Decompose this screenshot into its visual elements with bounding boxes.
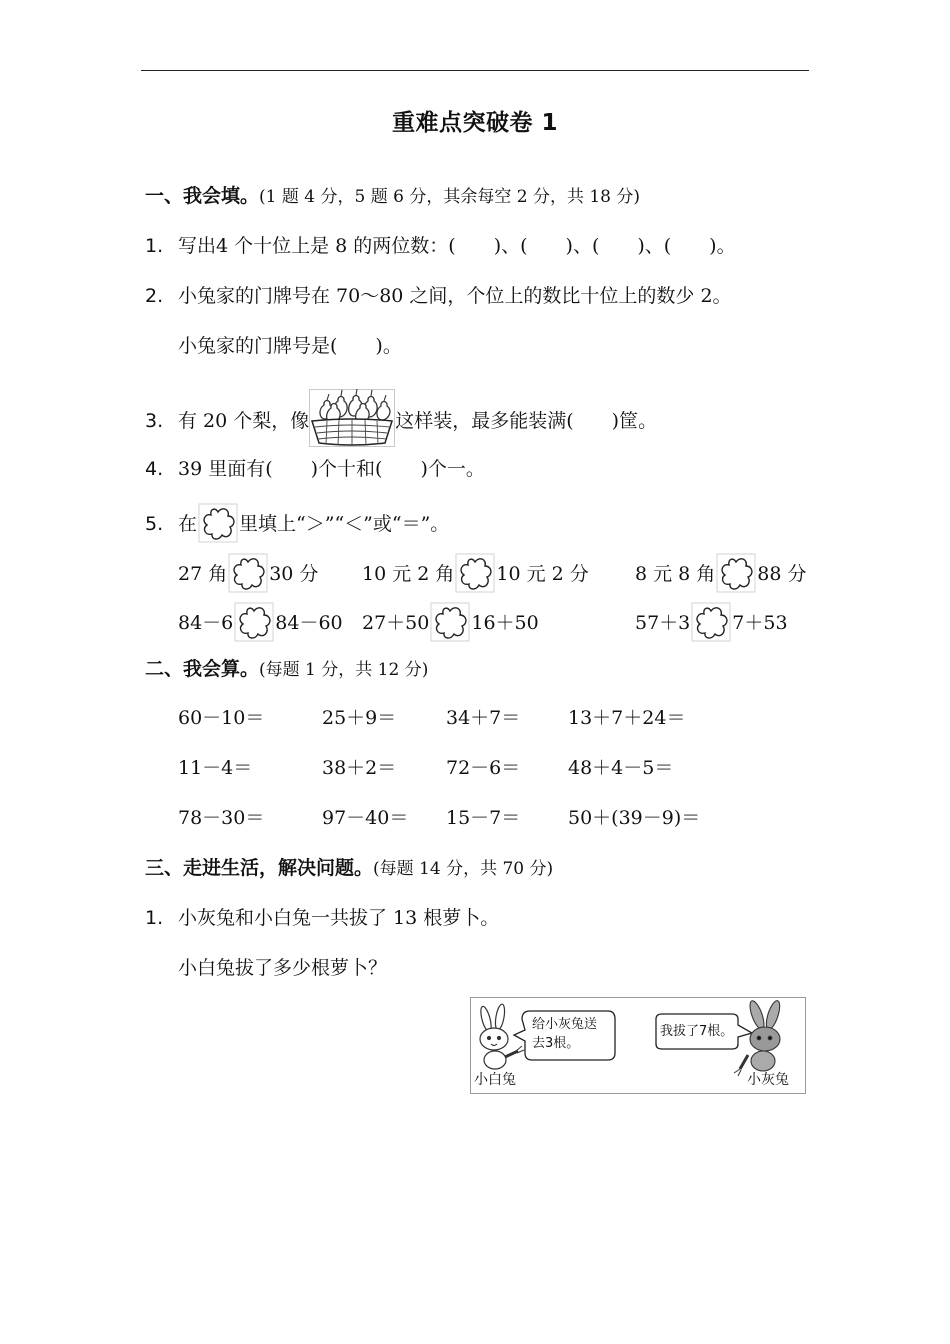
compare-right: 30 分 [269,563,319,585]
section3-heading: 三、走进生活，解决问题。 [145,857,374,879]
compare-left: 8 元 8 角 [635,563,716,585]
q3-1-text-1: 小灰兔和小白兔一共拔了 13 根萝卜。 [178,907,500,929]
section2-header [145,655,428,684]
flower-blank-icon[interactable] [430,602,470,642]
page-title: 重难点突破卷 1 [391,110,558,136]
section1-heading: 一、我会填。 [145,185,260,207]
compare-row1-item3 [635,555,807,595]
white-rabbit-speech-line1: 给小灰兔送 [532,1017,598,1032]
q1-5-number: 5. [145,513,164,535]
q1-3-text-before: 有 20 个梨，像 [178,410,310,432]
q1-5-text-before: 在 [178,513,198,535]
flower-blank-icon [198,503,238,543]
calc-item: 34＋7＝ [446,707,521,729]
white-rabbit-speech [532,1015,597,1053]
q3-1-number: 1. [145,907,164,929]
compare-right: 16＋50 [471,612,539,634]
q1-3 [145,393,657,451]
q1-5 [145,505,449,545]
pear-basket-image [309,389,395,447]
compare-row1-item2 [362,555,589,595]
compare-left: 57＋3 [635,612,691,634]
calc-item: 78－30＝ [178,807,265,829]
q1-1-number: 1. [145,235,164,257]
section1-score: (1 题 4 分，5 题 6 分，其余每空 2 分，共 18 分) [259,187,641,207]
q1-3-text-after: 这样装，最多能装满( )筐。 [395,410,658,432]
compare-right: 10 元 2 分 [496,563,589,585]
q1-3-number: 3. [145,410,164,432]
compare-left: 10 元 2 角 [362,563,455,585]
q1-4-text: 39 里面有( )个十和( )个一。 [178,458,485,480]
calc-item: 50＋(39－9)＝ [568,807,701,829]
gray-rabbit-label: 小灰兔 [747,1072,789,1088]
compare-left: 27＋50 [362,612,430,634]
compare-right: 7＋53 [732,612,788,634]
section2-heading: 二、我会算。 [145,658,260,680]
q1-4-number: 4. [145,458,164,480]
calc-item: 11－4＝ [178,757,253,779]
compare-row2-item1 [178,604,343,644]
flower-blank-icon[interactable] [234,602,274,642]
calc-item: 25＋9＝ [322,707,397,729]
compare-left: 84－6 [178,612,234,634]
q1-2-number: 2. [145,285,164,307]
calc-item: 15－7＝ [446,807,521,829]
rabbits-illustration [470,997,806,1094]
flower-blank-icon[interactable] [716,553,756,593]
compare-right: 88 分 [757,563,807,585]
flower-blank-icon[interactable] [455,553,495,593]
q1-2-line1 [145,282,732,310]
q1-2-text-1: 小兔家的门牌号在 70～80 之间，个位上的数比十位上的数少 2。 [178,285,732,307]
calc-item: 13＋7＋24＝ [568,707,686,729]
flower-blank-icon[interactable] [691,602,731,642]
q3-1-line2: 小白兔拔了多少根萝卜？ [178,957,388,979]
compare-row2-item2 [362,604,539,644]
calc-item: 97－40＝ [322,807,409,829]
calc-item: 72－6＝ [446,757,521,779]
q1-5-text-after: 里填上“＞”“＜”或“＝”。 [239,513,450,535]
calc-item: 48＋4－5＝ [568,757,674,779]
compare-row2-item3 [635,604,788,644]
compare-row1-item1 [178,555,318,595]
q1-1-text: 写出4 个十位上是 8 的两位数：( )、( )、( )、( )。 [178,235,736,257]
section1-header [145,182,640,211]
compare-left: 27 角 [178,563,228,585]
gray-rabbit-speech: 我拔了7根。 [660,1024,734,1039]
q1-4 [145,455,485,483]
white-rabbit-label: 小白兔 [474,1072,516,1088]
calc-item: 38＋2＝ [322,757,397,779]
section3-header [145,854,553,883]
section3-score: (每题 14 分，共 70 分) [373,859,554,879]
white-rabbit-speech-line2: 去3根。 [532,1036,580,1051]
compare-right: 84－60 [275,612,343,634]
q1-1 [145,232,736,260]
flower-blank-icon[interactable] [228,553,268,593]
section2-score: (每题 1 分，共 12 分) [259,660,429,680]
top-rule [141,70,809,71]
q3-1-line1 [145,904,499,932]
q1-2-line2: 小兔家的门牌号是( )。 [178,335,402,357]
calc-item: 60－10＝ [178,707,265,729]
